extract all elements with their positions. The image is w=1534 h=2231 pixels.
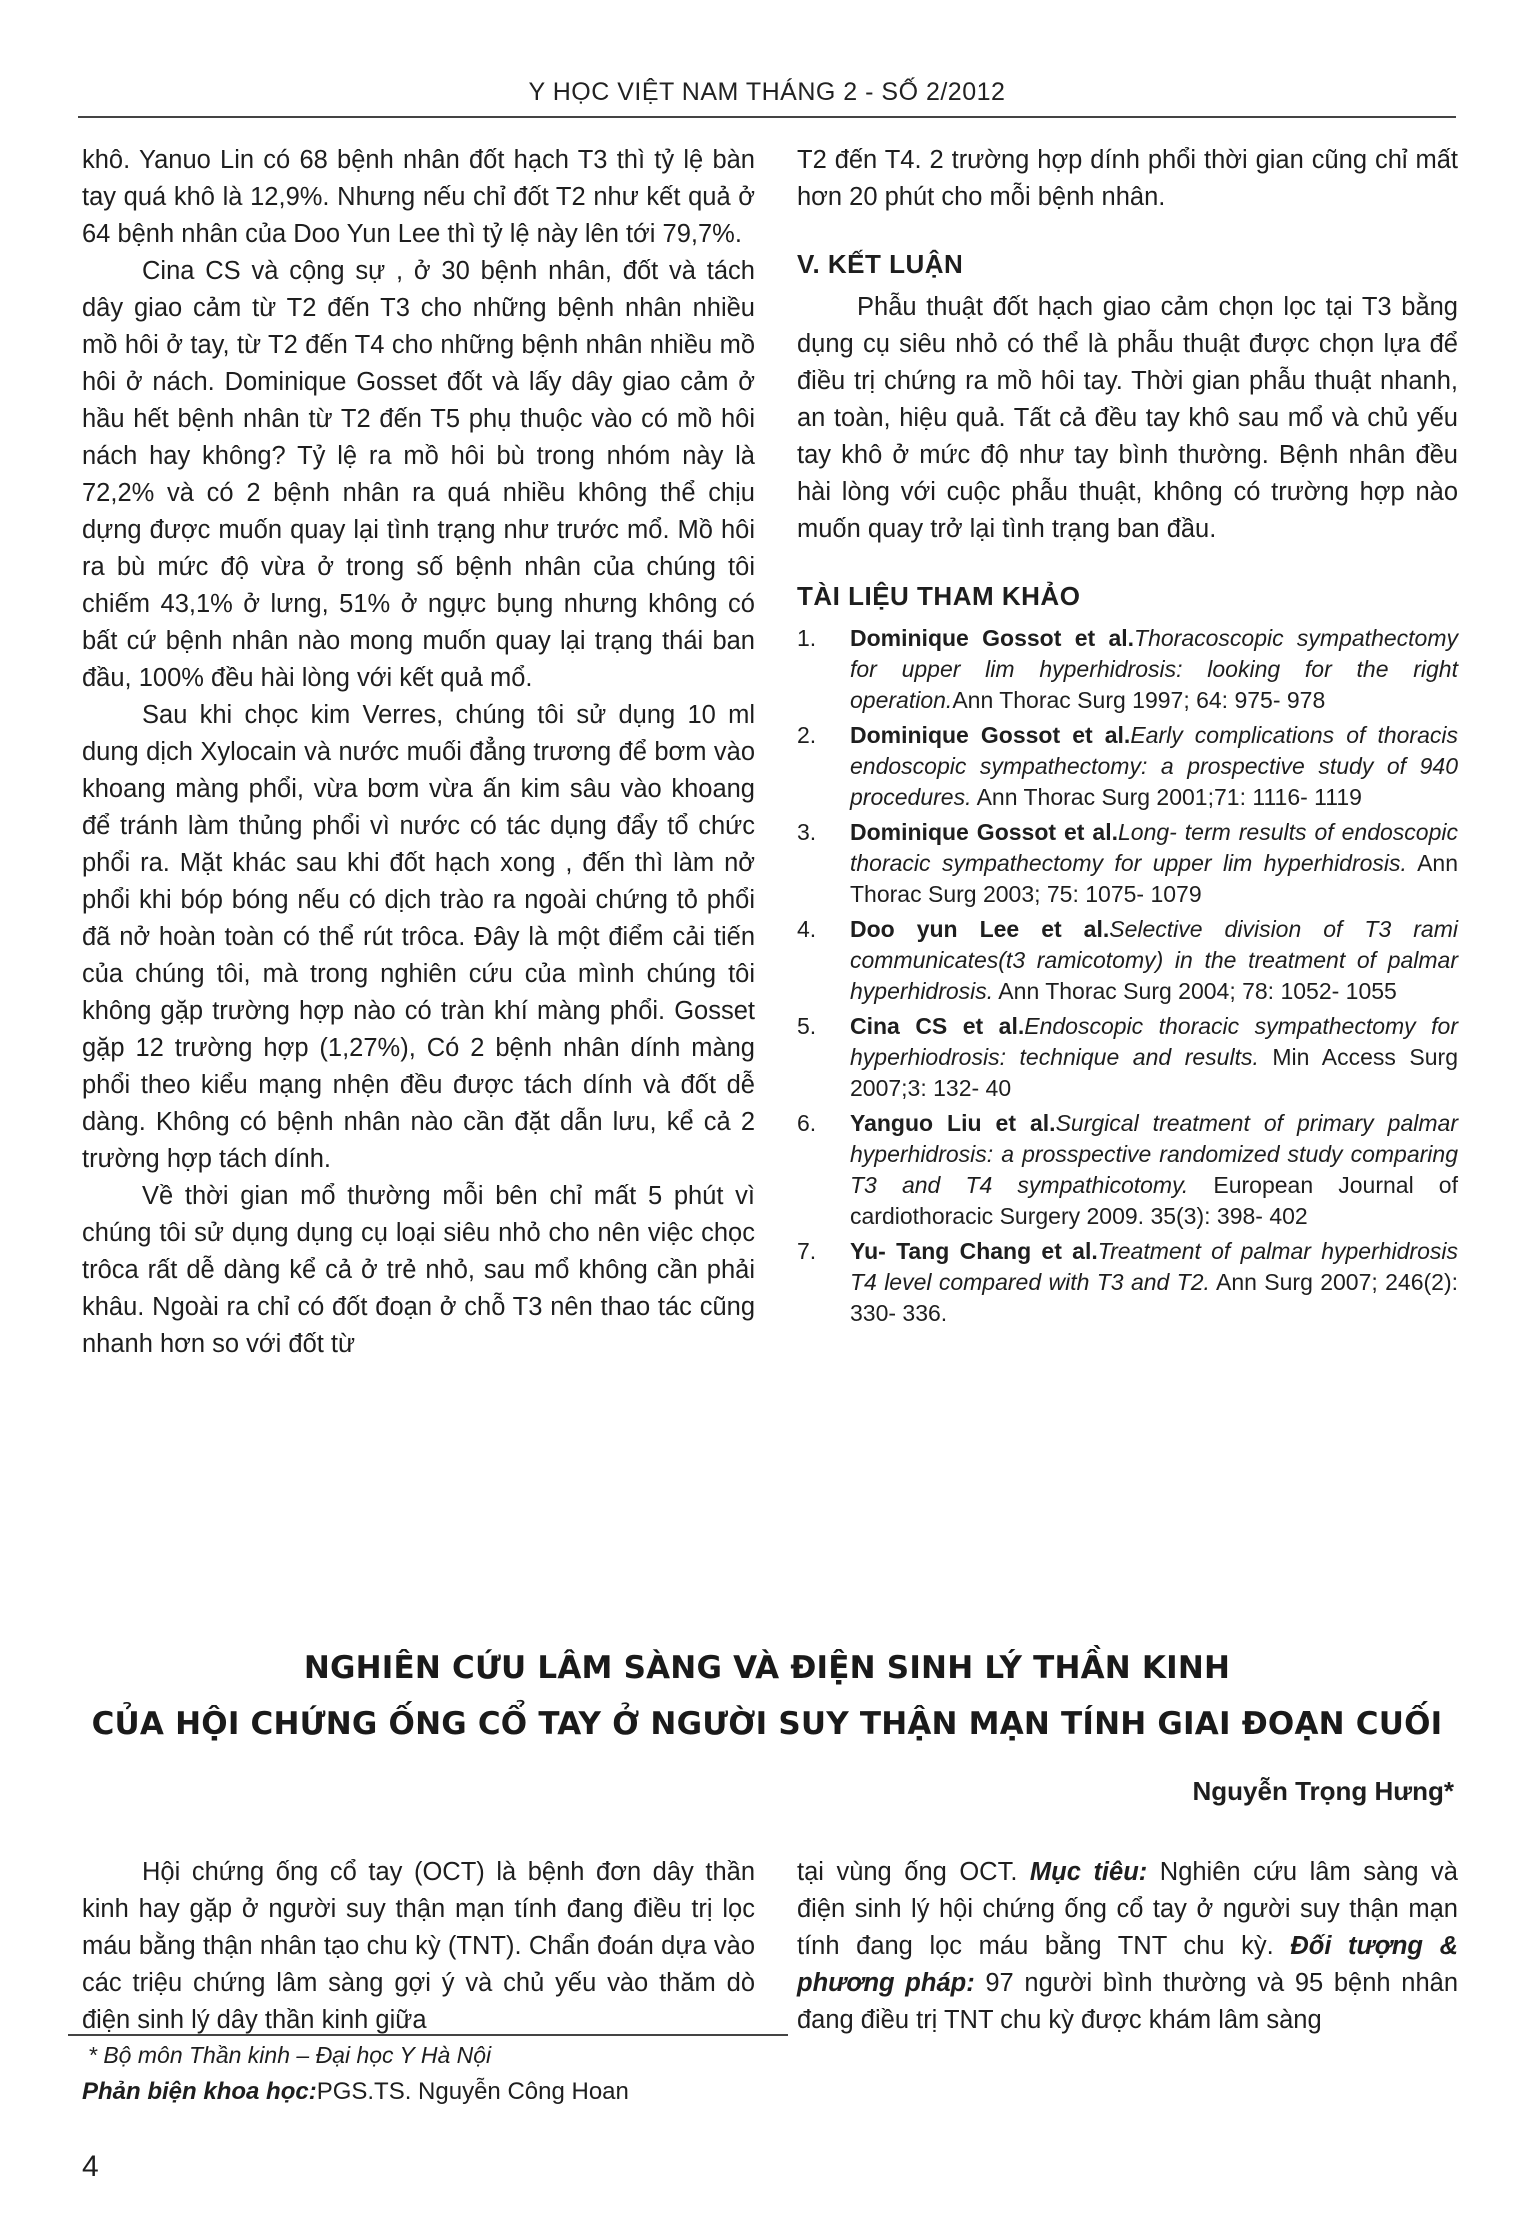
reference-number: 6.: [797, 1110, 817, 1136]
left-column: [82, 142, 755, 1363]
abstract-text: 97 người bình thường và 95 bệnh nhân đang điều trị TNT chu kỳ được khám lâm sàng: [797, 1969, 1458, 2034]
reference-number: 1.: [797, 625, 817, 651]
references-heading: TÀI LIỆU THAM KHẢO: [797, 581, 1081, 611]
reference-authors: Dominique Gossot et al.: [850, 819, 1118, 845]
reference-number: 2.: [797, 722, 817, 748]
affiliation-footnote: * Bộ môn Thần kinh – Đại học Y Hà Nội: [88, 2042, 492, 2068]
reference-authors: Dominique Gossot et al.: [850, 722, 1131, 748]
reference-number: 4.: [797, 916, 817, 942]
reference-title: Treatment of palmar hyperhidrosis T4 level compared with T3 and T2.: [850, 1238, 1458, 1295]
methods-label: Đối tượng & phương pháp:: [797, 1932, 1458, 1997]
reference-title: Surgical treatment of primary palmar hyperhidrosis: a prosspective randomized study comparing T3 and T4 sympathicotomy.: [850, 1110, 1458, 1198]
conclusion-heading: V. KẾT LUẬN: [797, 249, 964, 279]
paragraph: Về thời gian mổ thường mỗi bên chỉ mất 5 phút vì chúng tôi sử dụng dụng cụ loại siêu nhỏ cho nên việc chọc trôca rất dễ dàng kể cả ở trẻ nhỏ, sau mổ không cần phải khâu. Ngoài ra chỉ có đốt đoạn ở chỗ T3 nên thao tác cũng nhanh hơn so với đốt từ: [82, 1182, 755, 1358]
reference-authors: Yanguo Liu et al.: [850, 1110, 1056, 1136]
objective-label: Mục tiêu:: [1029, 1858, 1148, 1886]
article-title-line-1: NGHIÊN CỨU LÂM SÀNG VÀ ĐIỆN SINH LÝ THẦN KINH: [303, 1650, 1231, 1686]
conclusion-text: Phẫu thuật đốt hạch giao cảm chọn lọc tại T3 bằng dụng cụ siêu nhỏ có thể là phẫu thuật được chọn lựa để điều trị chứng ra mồ hôi tay. Thời gian phẫu thuật nhanh, an toàn, hiệu quả. Tất cả đều tay khô sau mổ và chủ yếu tay khô ở mức độ như tay bình thường. Bệnh nhân đều hài lòng với cuộc phẫu thuật, không có trường hợp nào muốn quay trở lại tình trạng ban đầu.: [797, 293, 1458, 543]
reference-source: Ann Thorac Surg 1997; 64: 975- 978: [952, 687, 1326, 713]
paragraph: Sau khi chọc kim Verres, chúng tôi sử dụng 10 ml dung dịch Xylocain và nước muối đẳng trương để bơm vào khoang màng phổi, vừa bơm vừa ấn kim sâu vào khoang để tránh làm thủng phổi vì nước có tác dụng đẩy tổ chức phổi ra. Mặt khác sau khi đốt hạch xong , đến thì làm nở phổi khi bóp bóng nếu có dịch trào ra ngoài chứng tỏ phổi đã nở hoàn toàn có thể rút trôca. Đây là một điểm cải tiến của chúng tôi, mà trong nghiên cứu của mình chúng tôi không gặp trường hợp nào có tràn khí màng phổi. Gosset gặp 12 trường hợp (1,27%), Có 2 bệnh nhân dính màng phổi theo kiểu mạng nhện đều được tách dính và đốt dễ dàng. Không có bệnh nhân nào cần đặt dẫn lưu, kể cả 2 trường hợp tách dính.: [82, 701, 755, 1173]
reference-authors: Cina CS et al.: [850, 1013, 1025, 1039]
reference-source: Ann Thorac Surg 2001;71: 1116- 1119: [971, 784, 1362, 810]
reference-title: Endoscopic thoracic sympathectomy for hyperhiodrosis: technique and results.: [850, 1013, 1458, 1070]
reference-authors: Yu- Tang Chang et al.: [850, 1238, 1098, 1264]
reference-item: [797, 914, 1458, 1007]
abstract-left-column: [82, 1854, 755, 2039]
reference-title: Early complications of thoracis endoscopic sympathectomy: a prospective study of 940 procedures.: [850, 722, 1458, 810]
reference-source: Ann Surg 2007; 246(2): 330- 336.: [850, 1269, 1458, 1326]
paragraph: Cina CS và cộng sự , ở 30 bệnh nhân, đốt và tách dây giao cảm từ T2 đến T3 cho những bệnh nhân nhiều mồ hôi ở tay, từ T2 đến T4 cho những bệnh nhân nhiều mồ hôi ở nách. Dominique Gosset đốt và lấy dây giao cảm ở hầu hết bệnh nhân từ T2 đến T5 phụ thuộc vào có mồ hôi nách hay không? Tỷ lệ ra mồ hôi bù trong nhóm này là 72,2% và có 2 bệnh nhân ra quá nhiều không thể chịu dựng được muốn quay lại tình trạng như trước mổ. Mồ hôi ra bù mức độ vừa ở trong số bệnh nhân của chúng tôi chiếm 43,1% ở lưng, 51% ở ngực bụng nhưng không có bất cứ bệnh nhân nào mong muốn quay lại trạng thái ban đầu, 100% đều hài lòng với kết quả mổ.: [82, 257, 755, 692]
reference-source: European Journal of cardiothoracic Surgery 2009. 35(3): 398- 402: [850, 1172, 1458, 1229]
reference-title: Thoracoscopic sympathectomy for upper lim hyperhidrosis: looking for the right operation.: [850, 625, 1458, 713]
abstract-text: Nghiên cứu lâm sàng và điện sinh lý hội chứng ống cổ tay ở người suy thận mạn tính đang lọc máu bằng TNT chu kỳ.: [797, 1858, 1458, 1960]
reference-item: [797, 817, 1458, 910]
article-author: Nguyễn Trọng Hưng*: [1192, 1776, 1454, 1806]
footnote-rule: [68, 2034, 788, 2036]
reference-title: Selective division of T3 rami communicates(t3 ramicotomy) in the treatment of palmar hyperhidrosis.: [850, 916, 1458, 1004]
running-head: Y HỌC VIỆT NAM THÁNG 2 - SỐ 2/2012: [528, 78, 1006, 106]
reference-item: [797, 1108, 1458, 1232]
abstract-right-column: [797, 1854, 1458, 2039]
reference-authors: Dominique Gossot et al.: [850, 625, 1135, 651]
reference-number: 3.: [797, 819, 817, 845]
reference-list: [797, 623, 1458, 1329]
reviewer-name: PGS.TS. Nguyễn Công Hoan: [316, 2078, 629, 2105]
paragraph: [797, 1854, 1458, 2039]
paragraph: Hội chứng ống cổ tay (OCT) là bệnh đơn dây thần kinh hay gặp ở người suy thận mạn tính đang điều trị lọc máu bằng thận nhân tạo chu kỳ (TNT). Chẩn đoán dựa vào các triệu chứng lâm sàng gợi ý và chủ yếu vào thăm dò điện sinh lý dây thần kinh giữa: [82, 1858, 755, 2034]
reviewer-footnote: [82, 2078, 629, 2106]
reference-item: [797, 720, 1458, 813]
page-number: 4: [82, 2150, 99, 2183]
reference-item: [797, 623, 1458, 716]
paragraph: khô. Yanuo Lin có 68 bệnh nhân đốt hạch T3 thì tỷ lệ bàn tay quá khô là 12,9%. Nhưng nếu chỉ đốt T2 như kết quả ở 64 bệnh nhân của Doo Yun Lee thì tỷ lệ này lên tới 79,7%.: [82, 146, 755, 248]
header-rule: [78, 116, 1456, 118]
article-title-line-2: CỦA HỘI CHỨNG ỐNG CỔ TAY Ở NGƯỜI SUY THẬN MẠN TÍNH GIAI ĐOẠN CUỐI: [91, 1706, 1443, 1742]
reference-title: Long- term results of endoscopic thoracic sympathectomy for upper lim hyperhidrosis.: [850, 819, 1458, 876]
reference-source: Min Access Surg 2007;3: 132- 40: [850, 1044, 1458, 1101]
reference-item: [797, 1236, 1458, 1329]
reference-item: [797, 1011, 1458, 1104]
right-column: [797, 142, 1458, 1333]
reference-source: Ann Thorac Surg 2004; 78: 1052- 1055: [993, 978, 1397, 1004]
reference-number: 5.: [797, 1013, 817, 1039]
reference-number: 7.: [797, 1238, 817, 1264]
reviewer-label: Phản biện khoa học:: [82, 2078, 317, 2105]
reference-source: Ann Thorac Surg 2003; 75: 1075- 1079: [850, 850, 1458, 907]
abstract-text: tại vùng ống OCT.: [797, 1858, 1030, 1886]
reference-authors: Doo yun Lee et al.: [850, 916, 1110, 942]
paragraph: T2 đến T4. 2 trường hợp dính phổi thời gian cũng chỉ mất hơn 20 phút cho mỗi bệnh nhân.: [797, 146, 1458, 211]
